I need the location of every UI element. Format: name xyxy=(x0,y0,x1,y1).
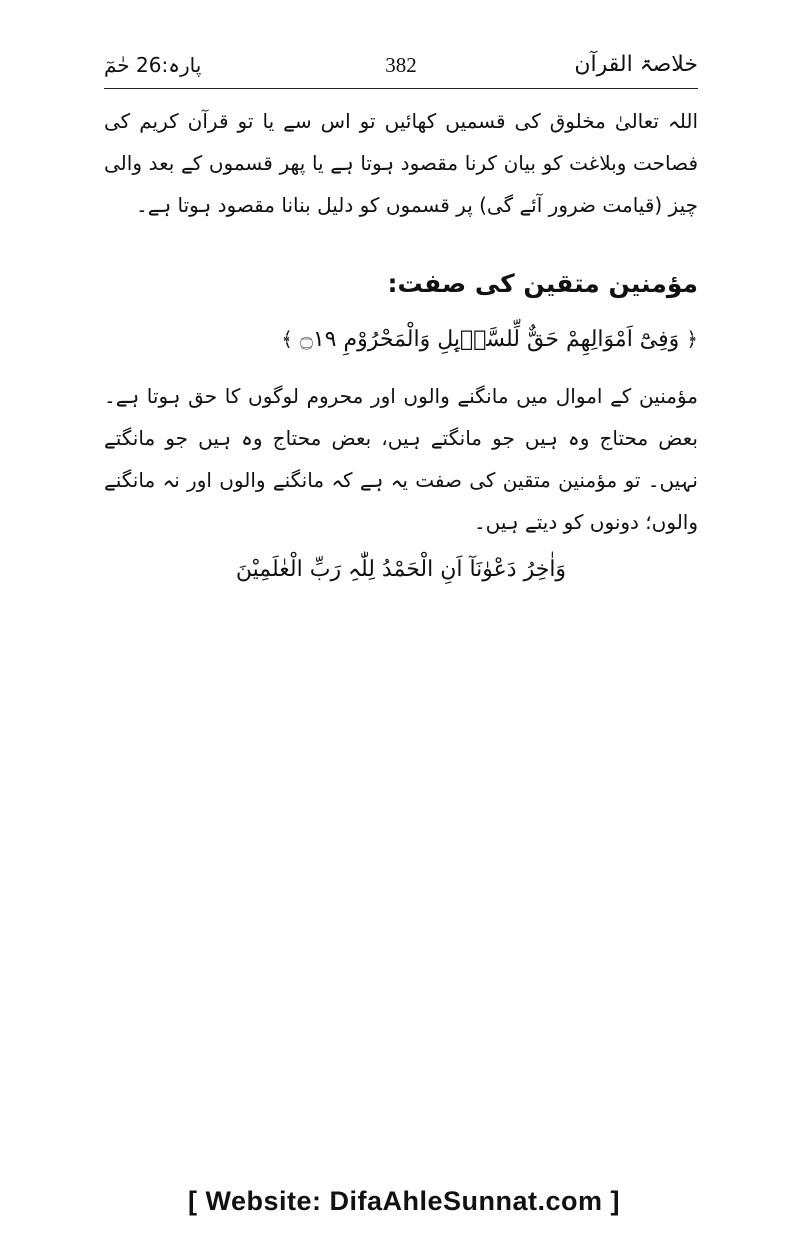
verse-text: وَفِیْٓ اَمْوَالِھِمْ حَقٌّ لِّلسَّاۗىِٕلِ وَالْمَحْرُوْمِ ۝١٩ xyxy=(299,327,680,352)
book-title: خلاصۃ القرآن xyxy=(574,52,698,77)
verse-close-bracket: ﴾ xyxy=(281,327,293,351)
intro-paragraph: اللہ تعالیٰ مخلوق کی قسمیں کھائیں تو اس سے یا تو قرآن کریم کی فصاحت وبلاغت کو بیان کرنا مقصود ہوتا ہے یا پھر قسموں کے بعد والی چیز (قیامت ضرور آئے گی) پر قسموں کو دلیل بنانا مقصود ہوتا ہے۔ xyxy=(104,109,698,217)
closing-dua: وَاٰخِرُ دَعْوٰنَآ اَنِ الْحَمْدُ لِلّٰہِ رَبِّ الْعٰلَمِیْنَ xyxy=(235,557,567,582)
page-header xyxy=(104,48,698,88)
page-body xyxy=(104,100,698,593)
explanation-paragraph: مؤمنین کے اموال میں مانگنے والوں اور محروم لوگوں کا حق ہوتا ہے۔ بعض محتاج وہ ہیں جو مانگتے ہیں، بعض محتاج وہ ہیں جو مانگتے نہیں۔ تو مؤمنین متقین کی صفت یہ ہے کہ مانگنے والوں اور نہ مانگنے والوں؛ دونوں کو دیتے ہیں۔ xyxy=(104,384,698,534)
para-label: پارہ:26 حٰمٓ xyxy=(104,53,202,77)
verse-open-bracket: ﴿ xyxy=(686,327,698,351)
page-number: 382 xyxy=(385,53,417,77)
quran-verse xyxy=(104,314,698,365)
section-heading: مؤمنین متقین کی صفت: xyxy=(387,269,698,298)
header-divider xyxy=(104,88,698,89)
website-footer: [ Website: DifaAhleSunnat.com ] xyxy=(187,1186,621,1216)
